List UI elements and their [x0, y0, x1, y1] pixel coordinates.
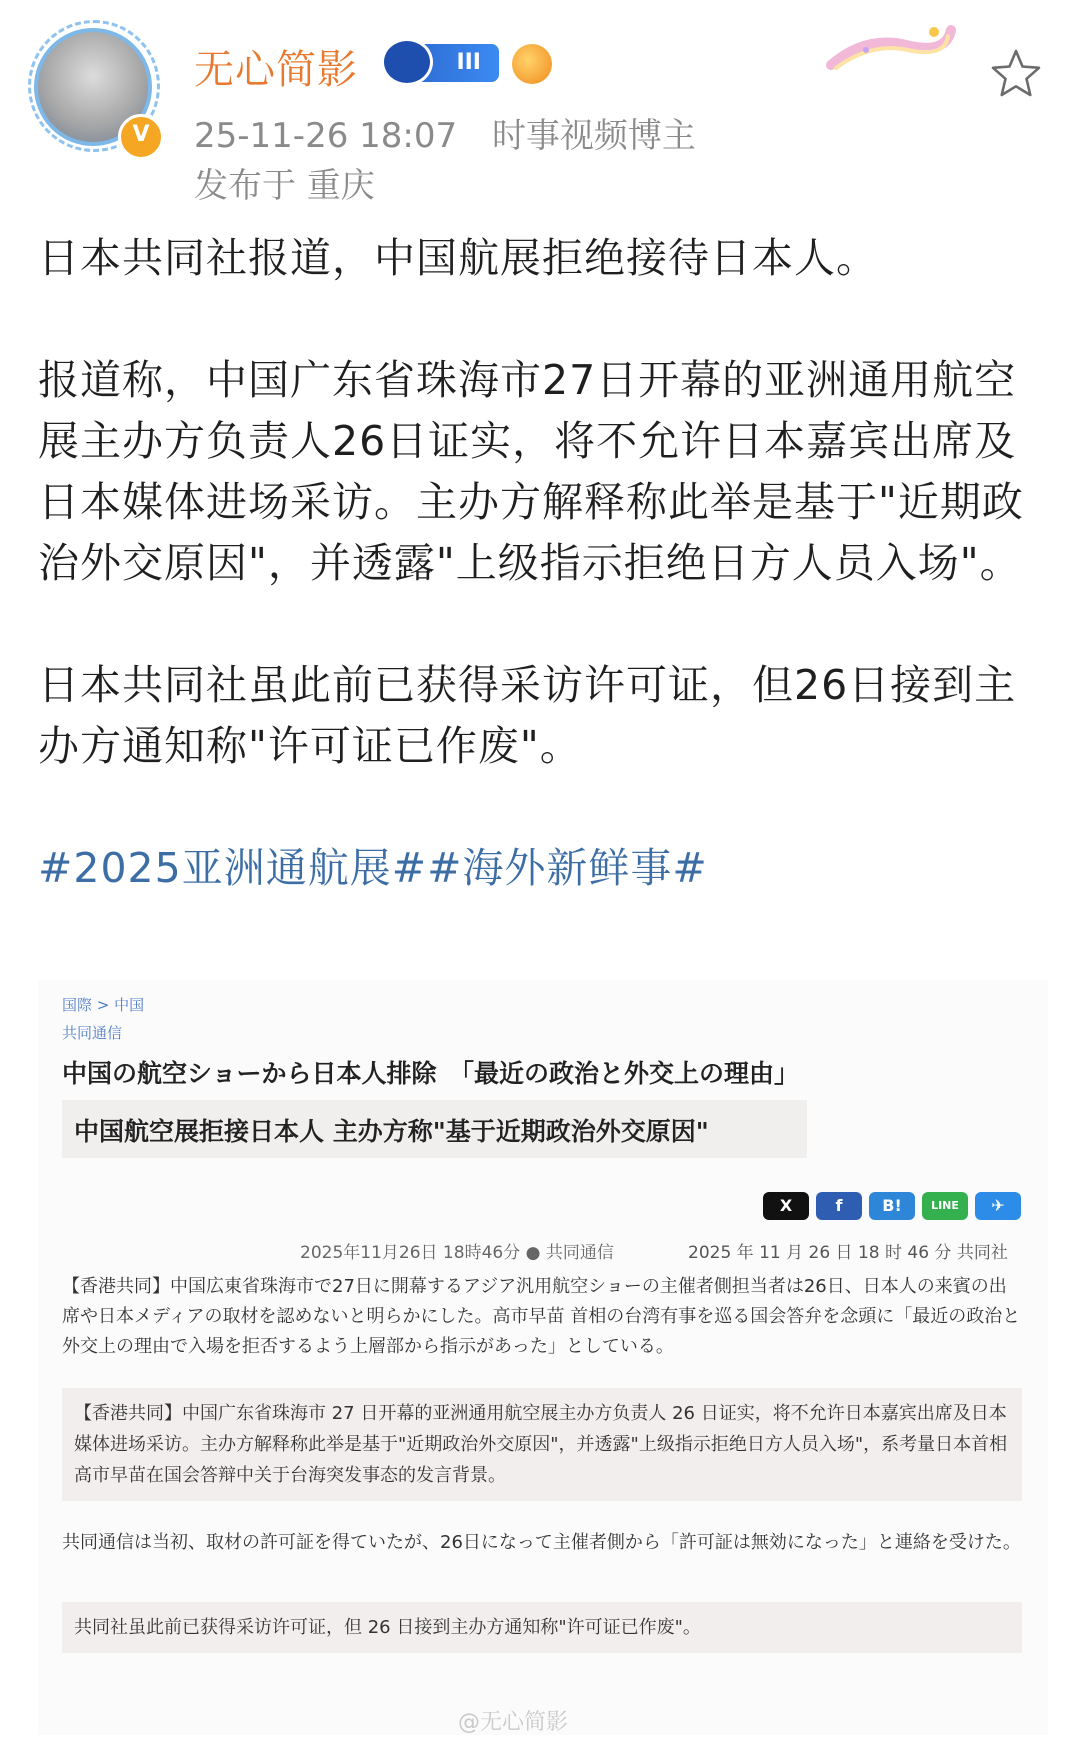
share-bluesky-icon: ✈	[975, 1192, 1021, 1220]
post-body	[38, 228, 1048, 899]
share-x-icon: X	[763, 1192, 809, 1220]
article-paragraph-cn-2-box	[62, 1602, 1022, 1653]
article-paragraph-cn-1-box	[62, 1388, 1022, 1501]
post-header	[0, 0, 1080, 215]
level-badge-label: III	[456, 50, 481, 75]
article-title-jp: 中国の航空ショーから日本人排除 「最近の政治と外交上の理由」	[62, 1059, 800, 1088]
article-dateline-cn: 2025 年 11 月 26 日 18 时 46 分 共同社	[688, 1243, 1008, 1263]
author-tag: 时事视频博主	[491, 116, 696, 156]
share-facebook-icon: f	[816, 1192, 862, 1220]
article-paragraph-cn-2: 共同社虽此前已获得采访许可证，但 26 日接到主办方通知称"许可证已作废"。	[74, 1617, 701, 1638]
article-title-cn-box	[62, 1100, 807, 1158]
fish-badge-icon	[512, 44, 552, 84]
post-meta	[194, 108, 720, 157]
article-paragraph-jp-2: 共同通信は当初、取材の許可証を得ていたが、26日になって主催者側から「許可証は無効になった」と連絡を受けた。	[62, 1532, 1021, 1553]
post-paragraph-1: 日本共同社报道，中国航展拒绝接待日本人。	[38, 234, 878, 282]
share-line-icon: LINE	[922, 1192, 968, 1220]
share-hatena-icon: B!	[869, 1192, 915, 1220]
favorite-star-icon[interactable]	[988, 46, 1044, 102]
article-dateline-jp: 2025年11月26日 18時46分 ● 共同通信	[300, 1243, 614, 1263]
post-paragraph-3: 日本共同社虽此前已获得采访许可证，但26日接到主办方通知称"许可证已作废"。	[38, 661, 1017, 770]
article-paragraph-jp-1: 【香港共同】中国広東省珠海市で27日に開幕するアジア汎用航空ショーの主催者側担当者は26日、日本人の来賓の出席や日本メディアの取材を認めないと明らかにした。高市早苗 首相の台湾有事を巡る国会答弁を念頭に「最近の政治と外交上の理由で入場を拒否するよう上層部から指示があった」としている。	[62, 1276, 1021, 1357]
username[interactable]: 无心简影	[194, 47, 358, 93]
article-agency: 共同通信	[62, 1024, 123, 1042]
sparkle-decoration-icon	[826, 20, 956, 80]
embedded-article-image[interactable]	[38, 980, 1048, 1735]
article-breadcrumb: 国際 > 中国	[62, 996, 145, 1014]
whale-icon	[381, 38, 433, 86]
hashtag-link[interactable]: #2025亚洲通航展#	[38, 844, 428, 892]
hashtag-link[interactable]: #海外新鲜事#	[427, 844, 708, 892]
hashtag-row	[38, 838, 1048, 899]
article-paragraph-cn-1: 【香港共同】中国广东省珠海市 27 日开幕的亚洲通用航空展主办方负责人 26 日证实，将不允许日本嘉宾出席及日本媒体进场采访。主办方解释称此举是基于"近期政治外交原因"，并透露"上级指示拒绝日方人员入场"，系考量日本首相高市早苗在国会答辩中关于台海突发事态的发言背景。	[74, 1403, 1008, 1486]
level-badge	[385, 44, 499, 82]
image-watermark: @无心简影	[458, 1710, 569, 1735]
post-paragraph-2: 报道称，中国广东省珠海市27日开幕的亚洲通用航空展主办方负责人26日证实，将不允许日本嘉宾出席及日本媒体进场采访。主办方解释称此举是基于"近期政治外交原因"，并透露"上级指示拒绝日方人员入场"。	[38, 356, 1024, 587]
article-title-cn: 中国航空展拒接日本人 主办方称"基于近期政治外交原因"	[74, 1117, 709, 1146]
verified-badge-icon: V	[118, 114, 164, 160]
post-timestamp: 25-11-26 18:07	[194, 116, 458, 156]
post-location: 发布于 重庆	[194, 166, 375, 206]
avatar[interactable]	[34, 22, 162, 150]
